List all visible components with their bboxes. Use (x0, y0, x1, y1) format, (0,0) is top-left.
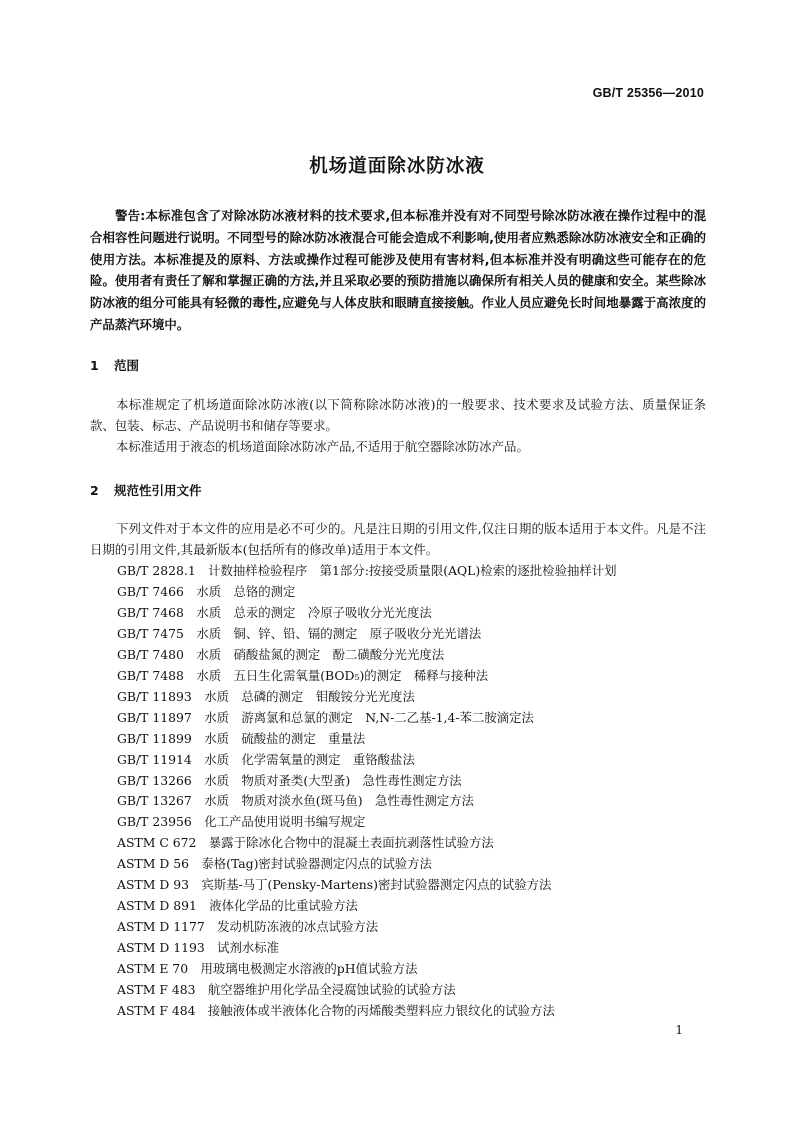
reference-item (117, 560, 617, 581)
reference-title: 试剂水标准 (217, 940, 280, 956)
reference-title: 化工产品使用说明书编写规定 (204, 814, 366, 830)
reference-item (117, 581, 295, 602)
reference-code: ASTM D 891 (117, 898, 197, 914)
reference-item (117, 1000, 555, 1021)
reference-title: 航空器维护用化学品全浸腐蚀试验的试验方法 (207, 982, 456, 997)
document-title: 机场道面除冰防冰液 (309, 156, 485, 177)
reference-code: ASTM F 483 (117, 982, 196, 997)
reference-code: GB/T 11897 (117, 709, 192, 725)
section-2-heading (90, 481, 202, 499)
reference-code: GB/T 7468 (117, 604, 184, 620)
reference-code: GB/T 11899 (117, 730, 192, 746)
reference-item (117, 728, 365, 749)
reference-code: GB/T 11893 (117, 688, 192, 704)
reference-title: 水质 硝酸盐氮的测定 酚二磺酸分光光度法 (196, 646, 445, 662)
page-number: 1 (675, 1023, 683, 1037)
reference-title: 发动机防冻液的冰点试验方法 (217, 919, 379, 935)
reference-item (117, 916, 378, 937)
reference-code: GB/T 11914 (117, 751, 192, 767)
reference-item (117, 602, 432, 623)
reference-item (117, 853, 432, 874)
section-2-title: 规范性引用文件 (114, 483, 202, 498)
reference-title: 水质 铜、锌、铅、镉的测定 原子吸收分光光谱法 (196, 625, 482, 641)
reference-item (117, 770, 462, 791)
reference-code: GB/T 13266 (117, 772, 192, 788)
section-1-number: 1 (90, 358, 99, 373)
reference-item (117, 623, 481, 644)
reference-code: ASTM D 56 (117, 856, 189, 872)
reference-title: 水质 总磷的测定 钼酸铵分光光度法 (204, 688, 415, 704)
scope-paragraph-2: 本标准适用于液态的机场道面除冰防冰产品,不适用于航空器除冰防冰产品。 (116, 439, 529, 454)
reference-title: 水质 化学需氧量的测定 重铬酸盐法 (204, 751, 415, 767)
reference-title: 水质 物质对蚤类(大型蚤) 急性毒性测定方法 (204, 772, 462, 788)
reference-item (117, 790, 474, 811)
reference-code: GB/T 7475 (117, 625, 184, 641)
section-1-title: 范围 (114, 358, 140, 373)
reference-item (117, 937, 279, 958)
reference-item (117, 707, 534, 728)
reference-item (117, 874, 551, 895)
reference-item (117, 811, 365, 832)
standard-code: GB/T 25356—2010 (592, 86, 704, 100)
reference-item (117, 895, 358, 916)
reference-code: ASTM D 93 (117, 877, 189, 893)
reference-title: 计数抽样检验程序 第1部分:按接受质量限(AQL)检索的逐批检验抽样计划 (208, 563, 617, 578)
reference-title: 用玻璃电极测定水溶液的pH值试验方法 (200, 961, 418, 977)
reference-code: GB/T 7480 (117, 646, 184, 662)
reference-title: 暴露于除冰化合物中的混凝土表面抗剥落性试验方法 (208, 835, 494, 851)
references-intro: 下列文件对于本文件的应用是必不可少的。凡是注日期的引用文件,仅注日期的版本适用于本文件。凡是不注日期的引用文件,其最新版本(包括所有的修改单)适用于本文件。 (90, 521, 706, 557)
reference-title: 水质 总汞的测定 冷原子吸收分光光度法 (196, 604, 432, 620)
reference-title: 宾斯基-马丁(Pensky-Martens)密封试验器测定闪点的试验方法 (201, 877, 552, 893)
reference-item (117, 958, 417, 979)
reference-title: 液体化学品的比重试验方法 (209, 898, 358, 914)
reference-item (117, 665, 488, 686)
reference-code: GB/T 7488 (117, 667, 184, 683)
reference-title: 接触液体或半液体化合物的丙烯酸类塑料应力银纹化的试验方法 (207, 1002, 555, 1018)
reference-title: 水质 物质对淡水鱼(斑马鱼) 急性毒性测定方法 (204, 793, 475, 809)
scope-paragraph-1: 本标准规定了机场道面除冰防冰液(以下简称除冰防冰液)的一般要求、技术要求及试验方法、质量保证条款、包装、标志、产品说明书和储存等要求。 (90, 397, 706, 433)
reference-code: ASTM E 70 (117, 961, 189, 977)
reference-code: ASTM F 484 (117, 1002, 196, 1018)
reference-item (117, 644, 444, 665)
reference-item (117, 686, 415, 707)
reference-code: GB/T 7466 (117, 583, 184, 599)
reference-title: 水质 游离氯和总氯的测定 N,N-二乙基-1,4-苯二胺滴定法 (204, 709, 534, 725)
reference-code: ASTM D 1177 (117, 919, 205, 935)
reference-title: 水质 硫酸盐的测定 重量法 (204, 730, 366, 746)
reference-title: 水质 五日生化需氧量(BOD₅)的测定 稀释与接种法 (196, 667, 489, 683)
reference-code: GB/T 13267 (117, 793, 192, 809)
reference-item (117, 832, 494, 853)
reference-code: ASTM D 1193 (117, 940, 205, 956)
reference-title: 水质 总铬的测定 (196, 583, 296, 599)
warning-paragraph: 警告:本标准包含了对除冰防冰液材料的技术要求,但本标准并没有对不同型号除冰防冰液在操作过程中的混合相容性问题进行说明。不同型号的除冰防冰液混合可能会造成不利影响,使用者应熟悉除冰防冰液安全和正确的使用方法。本标准提及的原料、方法或操作过程可能涉及使用有害材料,但本标准并没有明确这些可能存在的危险。使用者有责任了解和掌握正确的方法,并且采取必要的预防措施以确保所有相关人员的健康和安全。某些除冰防冰液的组分可能具有轻微的毒性,应避免与人体皮肤和眼睛直接接触。作业人员应避免长时间地暴露于高浓度的产品蒸汽环境中。 (90, 208, 706, 332)
reference-code: GB/T 23956 (117, 814, 192, 830)
section-2-number: 2 (90, 483, 99, 498)
reference-title: 泰格(Tag)密封试验器测定闪点的试验方法 (201, 856, 432, 872)
reference-item (117, 979, 456, 1000)
reference-code: ASTM C 672 (117, 835, 197, 851)
reference-code: GB/T 2828.1 (117, 563, 196, 578)
reference-item (117, 749, 415, 770)
section-1-heading (90, 356, 139, 374)
